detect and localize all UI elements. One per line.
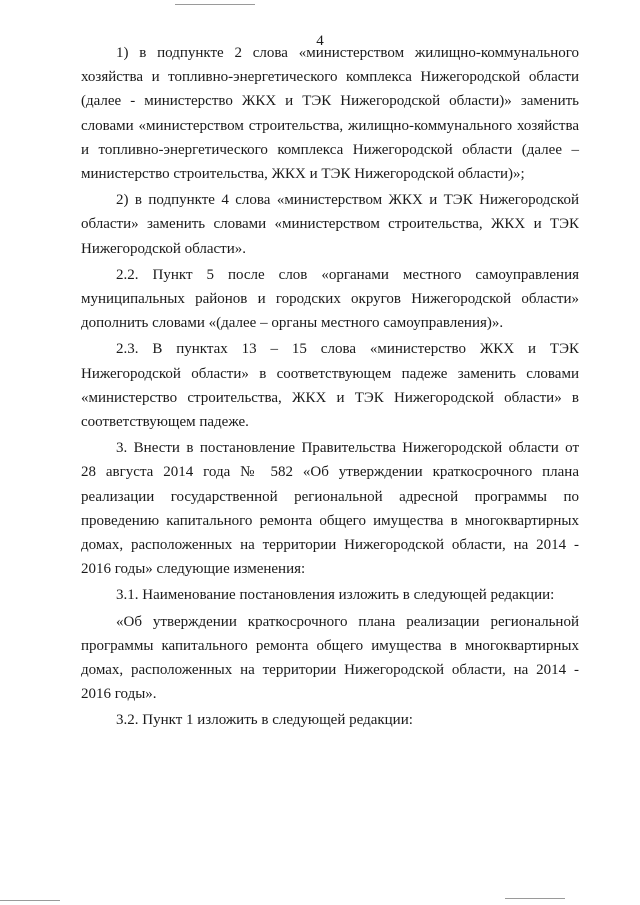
scan-artifact-top <box>175 4 255 5</box>
paragraph-8: 3.2. Пункт 1 изложить в следующей редакции: <box>116 712 413 729</box>
paragraph-3: 2.2. Пункт 5 после слов «органами местного самоуправления муниципальных районов и городских округов Нижегородской области» дополнить словами «(далее – органы местного самоуправления)». <box>81 266 579 332</box>
paragraph-7: «Об утверждении краткосрочного плана реализации региональной программы капитального ремонта общего имущества в многоквартирных домах, расположенных на территории Нижегородской области, на 2014 - 2016 годы». <box>81 613 579 703</box>
paragraph-6: 3.1. Наименование постановления изложить в следующей редакции: <box>116 587 555 604</box>
paragraph-2: 2) в подпункте 4 слова «министерством ЖКХ и ТЭК Нижегородской области» заменить словами «министерством строительства, ЖКХ и ТЭК Нижегородской области». <box>81 192 579 257</box>
paragraph-4: 2.3. В пунктах 13 – 15 слова «министерство ЖКХ и ТЭК Нижегородской области» в соответствующем падеже заменить словами «министерство строительства, ЖКХ и ТЭК Нижегородской области» в соответствующем падеже. <box>81 341 579 431</box>
document-body <box>81 41 579 733</box>
paragraph-1: 1) в подпункте 2 слова «министерством жилищно-коммунального хозяйства и топливно-энергетического комплекса Нижегородской области (далее - министерство ЖКХ и ТЭК Нижегородской области)» заменить словами «министерством строительства, жилищно-коммунального хозяйства и топливно-энергетического комплекса Нижегородской области (далее – министерство строительства, ЖКХ и ТЭК Нижегородской области)»; <box>81 45 579 183</box>
page-number: 4 <box>316 33 324 49</box>
scan-artifact-bottom-right <box>505 898 565 899</box>
paragraph-5: 3. Внести в постановление Правительства Нижегородской области от 28 августа 2014 года № 582 «Об утверждении краткосрочного плана реализации государственной региональной адресной программы по проведению капитального ремонта общего имущества в многоквартирных домах, расположенных на территории Нижегородской области, на 2014 - 2016 годы» следующие изменения: <box>81 440 579 578</box>
scan-artifact-bottom-left <box>0 900 60 901</box>
